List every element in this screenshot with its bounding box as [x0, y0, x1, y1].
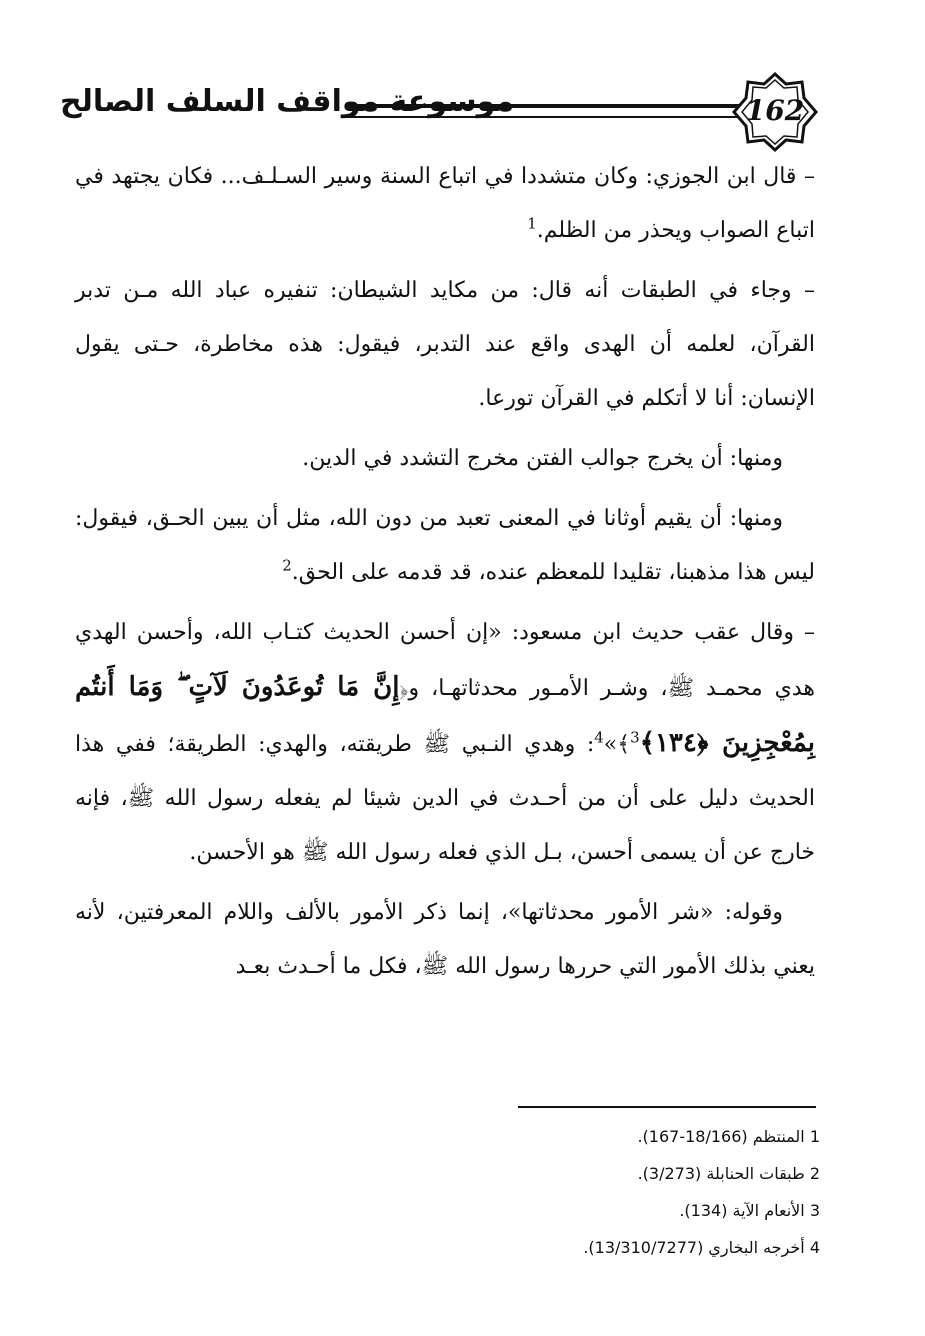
paragraph-ibn-masud-hadith — [75, 606, 815, 880]
paragraph-text: ﴾» — [603, 732, 631, 757]
footnote-ref-3[interactable]: 3 — [630, 728, 640, 747]
paragraph-text: – وجاء في الطبقات أنه قال: من مكايد الشيطان: تنفيره عباد الله مـن تدبر القرآن، لعلمه أن الهدى واقع عند التدبر، فيقول: هذه مخاطرة، حـتى يقول الإنسان: أنا لا أتكلم في القرآن تورعا. — [75, 278, 815, 411]
footnote-separator — [518, 1106, 816, 1108]
paragraph-text: ومنها: أن يخرج جوالب الفتن مخرج التشدد في الدين. — [302, 446, 783, 471]
footnote-ref-4[interactable]: 4 — [594, 728, 604, 747]
header-rule — [345, 104, 795, 118]
paragraph-tabaqat — [75, 264, 815, 426]
paragraph-text: ومنها: أن يقيم أوثانا في المعنى تعبد من دون الله، مثل أن يبين الحـق، فيقول: ليس هذا مذهبنا، تقليدا للمعظم عنده، قد قدمه على الحق. — [75, 506, 815, 585]
footnote-3: 3 الأنعام الآية (134). — [679, 1201, 820, 1220]
paragraph-ibn-jawzi — [75, 150, 815, 258]
page-number: 162 — [745, 94, 805, 127]
paragraph-sharr-al-umur — [75, 886, 815, 994]
footnote-4: 4 أخرجه البخاري (13/310/7277). — [583, 1238, 820, 1257]
paragraph-awthan — [75, 492, 815, 600]
body-text — [75, 150, 815, 1000]
footnote-1: 1 المنتظم (18/166-167). — [637, 1127, 820, 1146]
footnote-ref-1[interactable]: 1 — [527, 214, 537, 233]
paragraph-text: وقوله: «شر الأمور محدثاتها»، إنما ذكر الأمور بالألف واللام المعرفتين، لأنه يعني بذلك الأمور التي حررها رسول الله ﷺ، فكل ما أحـدث بعـد — [75, 900, 815, 979]
page-header — [60, 70, 870, 140]
footnote-2: 2 طبقات الحنابلة (3/273). — [637, 1164, 820, 1183]
paragraph-fitan — [75, 432, 815, 486]
footnote-ref-2[interactable]: 2 — [282, 556, 292, 575]
paragraph-text: – وقال عقب حديث ابن مسعود: «إن أحسن الحديث كتـاب الله، وأحسن الهدي هدي محمـد ﷺ، وشـر الأمـور محدثاتهـا، و﴿ — [75, 620, 815, 701]
footnotes — [420, 1118, 820, 1266]
paragraph-text: – قال ابن الجوزي: وكان متشددا في اتباع السنة وسير السـلـف... فكان يجتهد في اتباع الصواب ويحذر من الظلم. — [75, 164, 815, 243]
quran-verse: إِنَّ مَا تُوعَدُونَ لَآتٍ ۖ وَمَا أَنتُم بِمُعْجِزِينَ ﴿١٣٤﴾ — [75, 672, 816, 758]
page-number-badge — [730, 70, 820, 154]
paragraph-text: : وهدي النـبي ﷺ طريقته، والهدي: الطريقة؛ ففي هذا الحديث دليل على أن من أحـدث في الدين شيئا لم يفعله رسول الله ﷺ، فإنه خارج عن أن يسمى أحسن، بـل الذي فعله رسول الله ﷺ هو الأحسن. — [75, 732, 815, 865]
running-title: موسوعة مواقف السلف الصالح — [60, 84, 515, 119]
